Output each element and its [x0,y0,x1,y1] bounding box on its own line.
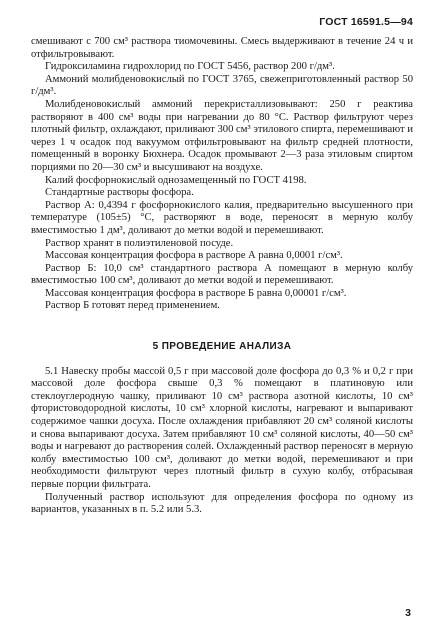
paragraph: Раствор хранят в полиэтиленовой посуде. [45,237,234,249]
paragraph: Массовая концентрация фосфора в растворе А равна 0,0001 г/см³. [45,250,343,262]
page-number: 3 [405,607,411,619]
paragraph: смешивают с 700 см³ раствора тиомочевины. Смесь выдерживают в течение 24 ч и отфильтровывают. [31,36,413,60]
section-title: 5 ПРОВЕДЕНИЕ АНАЛИЗА [152,341,292,353]
paragraph: Раствор А: 0,4394 г фосфорнокислого калия, предварительно высушенного при температуре (105±5) °С, растворяют в воде, переносят в мерную колбу вместимостью 1 дм³, доливают до метки водой и перемешивают. [31,199,413,236]
paragraph: Аммоний молибденовокислый по ГОСТ 3765, свежеприготовленный раствор 50 г/дм³. [31,73,413,98]
paragraph: Раствор Б готовят перед применением. [45,300,220,312]
paragraph: Массовая концентрация фосфора в растворе Б равна 0,00001 г/см³. [45,287,347,299]
paragraph: Молибденовокислый аммоний перекристаллизовывают: 250 г реактива растворяют в 400 см³ воды при нагревании до 80 °С. Раствор фильтруют через плотный фильтр, охлаждают, приливают 300 см³ этилового спирта, перемешивают и через 1 ч осадок под вакуумом отфильтровывают на фильтр средней плотности, помещенный в воронку Бюхнера. Осадок промывают 2—3 раза этиловым спиртом порциями по 20—30 см³ и высушивают на воздухе. [31,98,413,173]
document-body [31,36,413,517]
paragraph: Стандартные растворы фосфора. [45,187,194,199]
paragraph: Калий фосфорнокислый однозамещенный по ГОСТ 4198. [45,174,307,186]
paragraph: Гидроксиламина гидрохлорид по ГОСТ 5456, раствор 200 г/дм³. [45,61,335,73]
paragraph: Раствор Б: 10,0 см³ стандартного раствора А помещают в мерную колбу вместимостью 100 см³, доливают до метки водой и перемешивают. [31,262,413,287]
paragraph: Полученный раствор используют для определения фосфора по одному из вариантов, указанных в п. 5.2 или 5.3. [31,491,413,516]
document-header: ГОСТ 16591.5—94 [319,16,413,28]
paragraph: 5.1 Навеску пробы массой 0,5 г при массовой доле фосфора до 0,3 % и 0,2 г при массовой доле фосфора свыше 0,3 % помещают в платиновую или стеклоуглеродную чашку, приливают 10 см³ раствора азотной кислоты, 10 см³ фтористоводородной кислоты, 10 см³ хлорной кислоты, нагревают и выпаривают содержимое чашки досуха. После охлаждения прибавляют 20 см³ соляной кислоты и снова выпаривают досуха. Затем прибавляют 10 см³ соляной кислоты, 40—50 см³ воды и нагревают до растворения солей. Охлажденный раствор переносят в мерную колбу вместимостью 100 см³, доливают до метки водой, перемешивают и при необходимости фильтруют через плотный фильтр в сухую колбу, отбрасывая первые порции фильтрата. [31,365,413,490]
